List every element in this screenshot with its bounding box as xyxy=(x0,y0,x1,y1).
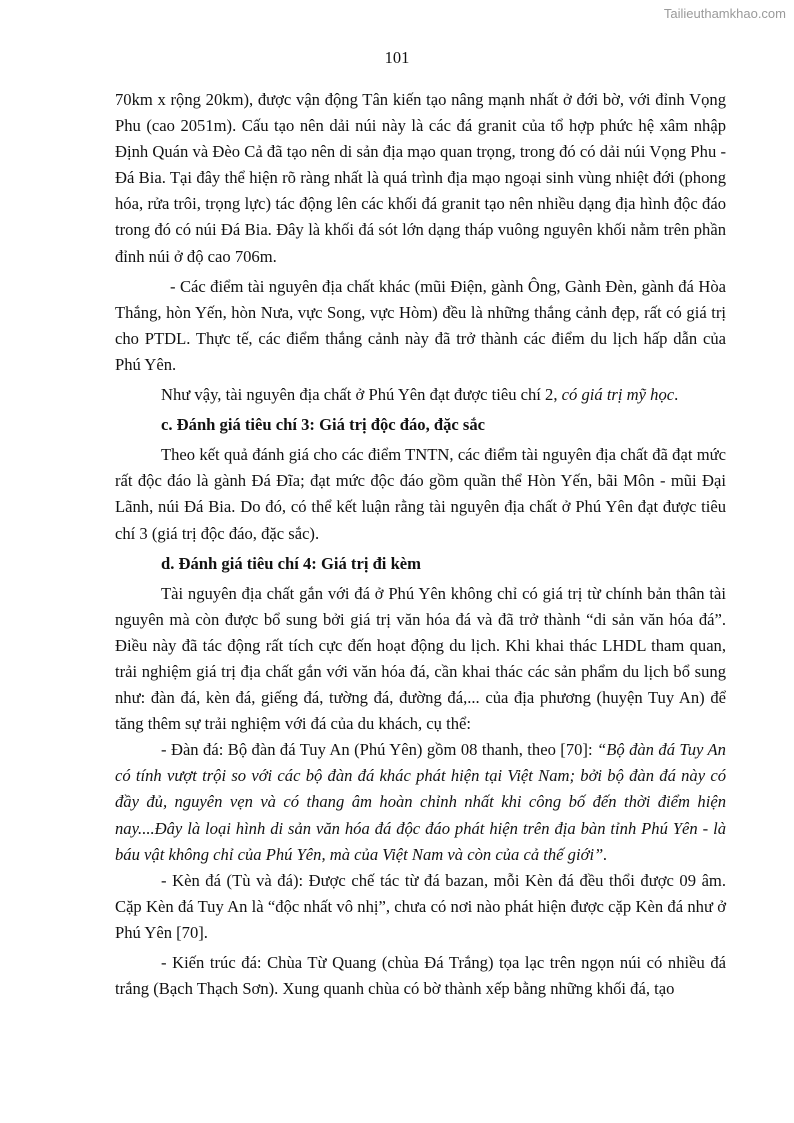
heading-criterion-4: d. Đánh giá tiêu chí 4: Giá trị đi kèm xyxy=(161,553,421,573)
page-number: 101 xyxy=(384,48,410,67)
paragraph-criterion-2-conclusion xyxy=(115,382,726,408)
paragraph-criterion-3: Theo kết quả đánh giá cho các điểm TNTN, các điểm tài nguyên địa chất đã đạt mức rất độc đáo là gành Đá Đĩa; đạt mức độc đáo gồm quần thể Hòn Yến, bãi Môn - mũi Đại Lãnh, núi Đá Bia. Do đó, có thể kết luận rằng tài nguyên địa chất ở Phú Yên đạt được tiêu chí 3 (giá trị độc đáo, đặc sắc). xyxy=(115,445,726,543)
criterion-2-text: Như vậy, tài nguyên địa chất ở Phú Yên đạt được tiêu chí 2, xyxy=(161,385,562,405)
heading-criterion-3: c. Đánh giá tiêu chí 3: Giá trị độc đáo, đặc sắc xyxy=(161,415,486,435)
paragraph-criterion-4: Tài nguyên địa chất gắn với đá ở Phú Yên không chỉ có giá trị từ chính bản thân tài nguyên mà còn được bổ sung bởi giá trị văn hóa đá và đã trở thành “di sản văn hóa đá”. Điều này đã tác động rất tích cực đến hoạt động du lịch. Khi khai thác LHDL tham quan, trải nghiệm giá trị địa chất gắn với văn hóa đá, cần khai thác các sản phẩm du lịch bổ sung như: đàn đá, kèn đá, giếng đá, tường đá, đường đá,... của địa phương (huyện Tuy An) để tăng thêm sự trải nghiệm với đá của du khách, cụ thể: xyxy=(115,583,726,734)
paragraph-stone-lithophone xyxy=(115,737,726,867)
paragraph-other-geology-sites: - Các điểm tài nguyên địa chất khác (mũi Điện, gành Ông, Gành Đèn, gành đá Hòa Thắng, hòn Yến, hòn Nưa, vực Song, vực Hòm) đều là những thắng cảnh đẹp, rất có giá trị cho PTDL. Thực tế, các điểm thắng cảnh này đã trở thành các điểm du lịch hấp dẫn của Phú Yên. xyxy=(115,276,726,374)
watermark: Tailieuthamkhao.com xyxy=(663,6,786,21)
paragraph-stone-architecture: - Kiến trúc đá: Chùa Từ Quang (chùa Đá Trắng) tọa lạc trên ngọn núi có nhiều đá trắng (Bạch Thạch Sơn). Xung quanh chùa có bờ thành xếp bằng những khối đá, tạo xyxy=(115,953,726,999)
lithophone-quote: “Bộ đàn đá Tuy An có tính vượt trội so với các bộ đàn đá khác phát hiện tại Việt Nam; bởi bộ đàn đá này có đầy đủ, nguyên vẹn và có thang âm hoàn chỉnh nhất khi công bố đến thời điểm hiện nay....Đây là loại hình di sản văn hóa đá độc đáo phát hiện trên địa bàn tỉnh Phú Yên - là báu vật không chỉ của Phú Yên, mà của Việt Nam và còn của cả thế giới”. xyxy=(115,740,726,864)
lithophone-text: - Đàn đá: Bộ đàn đá Tuy An (Phú Yên) gồm 08 thanh, theo [70]: xyxy=(161,740,597,760)
criterion-2-emphasis: có giá trị mỹ học xyxy=(561,385,675,405)
paragraph-stone-horn: - Kèn đá (Tù và đá): Được chế tác từ đá bazan, mỗi Kèn đá đều thổi được 09 âm. Cặp Kèn đá Tuy An là “độc nhất vô nhị”, chưa có nơi nào phát hiện được cặp Kèn đá như ở Phú Yên [70]. xyxy=(115,870,726,942)
page-body xyxy=(115,87,726,1002)
paragraph-geomorphology: 70km x rộng 20km), được vận động Tân kiến tạo nâng mạnh nhất ở đới bờ, với đỉnh Vọng Phu (cao 2051m). Cấu tạo nên dải núi này là các đá granit của tổ hợp phức hệ xâm nhập Định Quán và Đèo Cả đã tạo nên di sản địa mạo quan trọng, trong đó có dải núi Vọng Phu - Đá Bia. Tại đây thể hiện rõ ràng nhất là quá trình địa mạo ngoại sinh vùng nhiệt đới (phong hóa, rửa trôi, trọng lực) tác động lên các khối đá granit tạo nên nhiều dạng địa hình độc đáo trong đó có núi Đá Bia. Đây là khối đá sót lớn dạng tháp vuông nguyên khối nằm trên phần đỉnh núi ở độ cao 706m. xyxy=(115,90,726,266)
criterion-2-end: . xyxy=(674,385,679,405)
